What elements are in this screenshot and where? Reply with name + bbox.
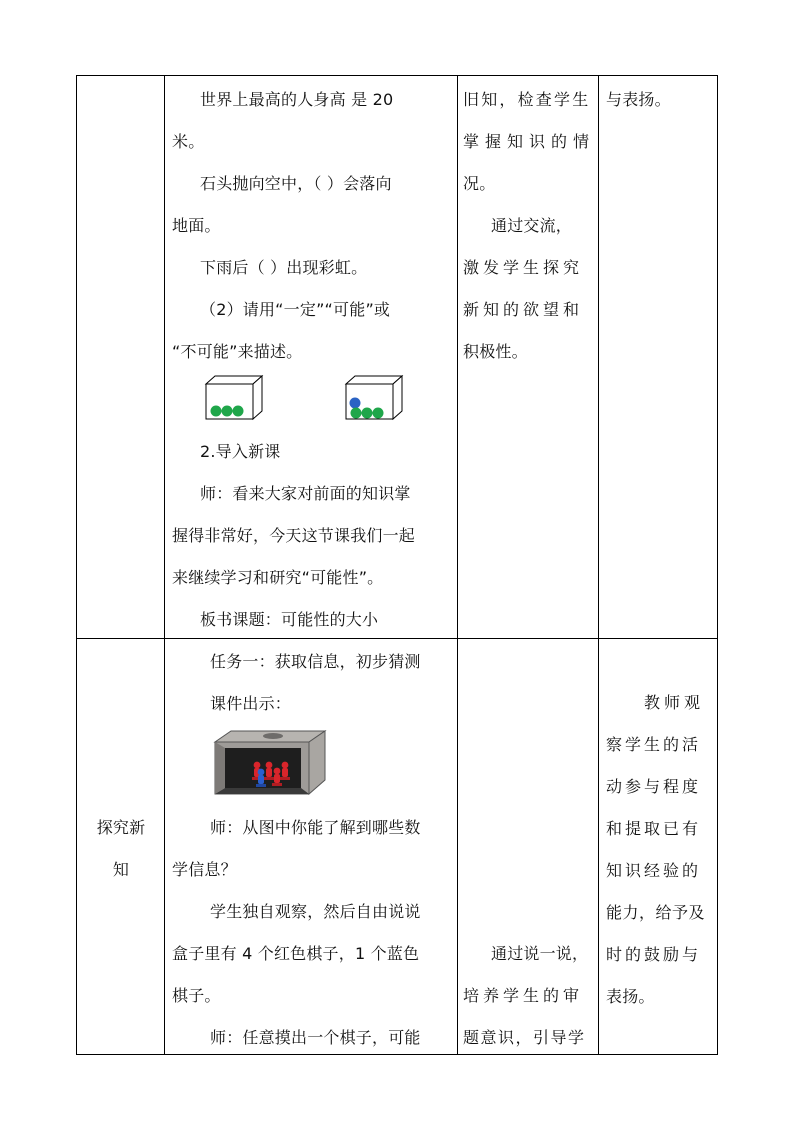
content-line: 地面。: [172, 216, 221, 235]
evaluation-line: 表扬。: [606, 987, 655, 1006]
content-line: 课件出示：: [210, 694, 292, 713]
content-line: 下雨后（ ）出现彩虹。: [200, 258, 368, 277]
intent-line: 题意识，引导学: [463, 1028, 586, 1047]
intent-line: 积极性。: [463, 342, 528, 361]
box-with-chess-pieces-icon: [213, 728, 328, 798]
box-green-and-blue-balls-icon: [346, 376, 402, 419]
content-line: 师：任意摸出一个棋子，可能: [210, 1028, 421, 1047]
content-line: 学信息？: [172, 860, 237, 879]
content-line: 盒子里有 4 个红色棋子，1 个蓝色: [172, 944, 420, 963]
content-line: 师：看来大家对前面的知识掌: [200, 484, 411, 503]
intent-line: 通过交流，: [491, 216, 573, 235]
content-line: 板书课题：可能性的大小: [200, 610, 379, 629]
evaluation-line: 与表扬。: [606, 90, 671, 109]
stage-label: 知: [112, 860, 130, 879]
content-line: 2.导入新课: [200, 442, 281, 461]
evaluation-line: 时的鼓励与: [606, 945, 702, 964]
content-line: 米。: [172, 132, 205, 151]
content-line: 师：从图中你能了解到哪些数: [210, 818, 421, 837]
content-line: 任务一：获取信息，初步猜测: [210, 652, 421, 671]
intent-line: 掌握知识的情: [463, 132, 596, 151]
table-left-border: [76, 75, 77, 1055]
content-line: （2）请用“一定”“可能”或: [200, 300, 391, 319]
table-bottom-border: [76, 1054, 718, 1055]
column-divider-1: [164, 75, 165, 1055]
intent-line: 旧知，检查学生: [463, 90, 591, 109]
table-right-border: [717, 75, 718, 1055]
evaluation-line: 和提取已有: [606, 819, 702, 838]
intent-line: 通过说一说，: [491, 944, 589, 963]
intent-line: 况。: [463, 174, 496, 193]
table-top-border: [76, 75, 718, 76]
intent-line: 新知的欲望和: [463, 300, 584, 319]
content-line: 握得非常好，今天这节课我们一起: [172, 526, 416, 545]
content-line: 石头抛向空中，（ ）会落向: [200, 174, 392, 193]
content-line: 世界上最高的人身高 是 20: [200, 90, 394, 109]
content-line: “不可能”来描述。: [172, 342, 303, 361]
content-line: 学生独自观察，然后自由说说: [210, 902, 421, 921]
evaluation-line: 教师观: [644, 693, 705, 712]
stage-label: 探究新: [96, 818, 146, 837]
two-boxes-with-balls-icon: [200, 375, 420, 425]
content-line: 棋子。: [172, 986, 221, 1005]
table-row-divider: [76, 638, 718, 639]
content-line: 来继续学习和研究“可能性”。: [172, 568, 384, 587]
box-three-green-balls-icon: [206, 376, 262, 419]
evaluation-line: 能力，给予及: [606, 903, 706, 922]
intent-line: 培养学生的审: [463, 986, 584, 1005]
intent-line: 激发学生探究: [463, 258, 584, 277]
evaluation-line: 知识经验的: [606, 861, 702, 880]
evaluation-line: 察学生的活: [606, 735, 702, 754]
evaluation-line: 动参与程度: [606, 777, 702, 796]
